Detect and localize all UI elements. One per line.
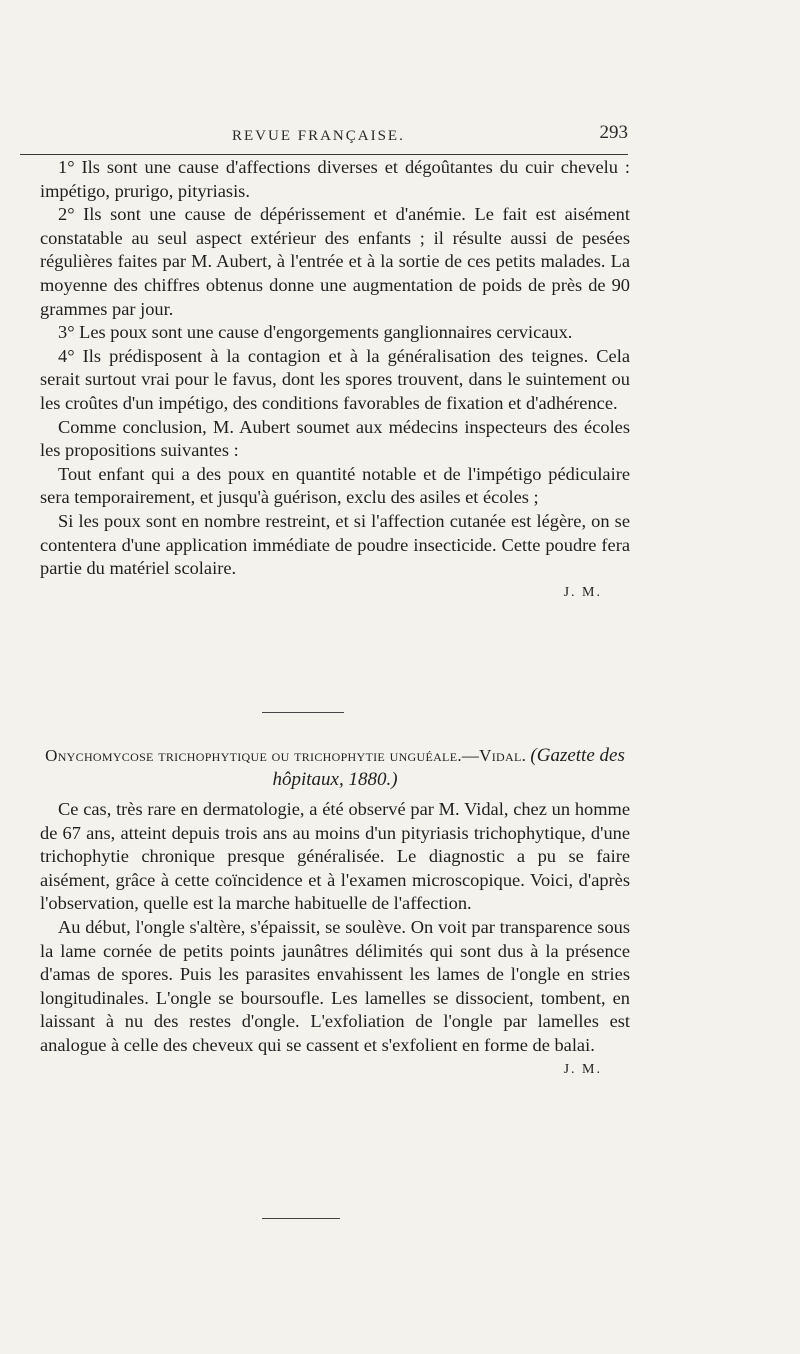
page-header — [20, 118, 628, 158]
section-separator — [262, 1218, 340, 1219]
article-heading: Onychomycose trichophytique ou trichophytie unguéale.—Vidal. — [45, 746, 527, 765]
paragraph: Ce cas, très rare en dermatologie, a été observé par M. Vidal, chez un homme de 67 ans, atteint depuis trois ans au moins d'un pityriasis trichophytique, d'une trichophytie chronique presque généralisée. Le diagnostic a pu se faire aisément, grâce à cette coïncidence et à l'examen microscopique. Voici, d'après l'observation, quelle est la marche habituelle de l'affection. — [40, 799, 630, 914]
article-title — [40, 744, 630, 792]
paragraph: Si les poux sont en nombre restreint, et si l'affection cutanée est légère, on se contentera d'une application immédiate de poudre insecticide. Cette poudre fera partie du matériel scolaire. — [40, 510, 630, 579]
paragraph: 1° Ils sont une cause d'affections diverses et dégoûtantes du cuir chevelu : impétigo, prurigo, pityriasis. — [40, 157, 630, 201]
paragraph: Tout enfant qui a des poux en quantité notable et de l'impétigo pédiculaire sera temporairement, et jusqu'à guérison, exclu des asiles et écoles ; — [40, 463, 630, 508]
signature-row — [40, 1058, 630, 1082]
section-pediculosis-text — [40, 156, 630, 604]
section-onychomycosis-text — [40, 798, 630, 1081]
paragraph: 3° Les poux sont une cause d'engorgements ganglionnaires cervicaux. — [58, 322, 573, 343]
header-rule — [20, 154, 628, 155]
paragraph: 4° Ils prédisposent à la contagion et à la généralisation des teignes. Cela serait surtout vrai pour le favus, dont les spores trouvent, dans le suintement ou les croûtes d'un impétigo, des conditions favorables de fixation et d'adhérence. — [40, 345, 630, 413]
final-paragraph-with-signature — [40, 510, 630, 581]
author-signature: J. M. — [563, 584, 602, 600]
signature-row — [40, 581, 630, 605]
article-source: (Gazette des hôpitaux, 1880.) — [272, 745, 625, 790]
paragraph: Au début, l'ongle s'altère, s'épaissit, se soulève. On voit par transparence sous la lame cornée de petits points jaunâtres délimités qui sont dus à la présence d'amas de spores. Puis les parasites envahissent les lames de l'ongle en stries longitudinales. L'ongle se boursoufle. Les lamelles se dissocient, tombent, en laissant à nu des restes d'ongle. L'exfoliation de l'ongle par lamelles est analogue à celle des cheveux qui se cassent et s'exfolient en forme de balai. — [40, 916, 630, 1055]
paragraph: Comme conclusion, M. Aubert soumet aux médecins inspecteurs des écoles les propositions suivantes : — [40, 416, 630, 461]
page-number: 293 — [599, 122, 628, 143]
paragraph: 2° Ils sont une cause de dépérissement et d'anémie. Le fait est aisément constatable au seul aspect extérieur des enfants ; il résulte aussi de pesées régulières faites par M. Aubert, à l'entrée et à la sortie de ces petits malades. La moyenne des chiffres obtenus donne une augmentation de poids de près de 90 grammes par jour. — [40, 204, 630, 319]
running-title: REVUE FRANÇAISE. — [232, 128, 405, 144]
author-signature: J. M. — [563, 1061, 602, 1077]
section-separator — [262, 712, 344, 713]
